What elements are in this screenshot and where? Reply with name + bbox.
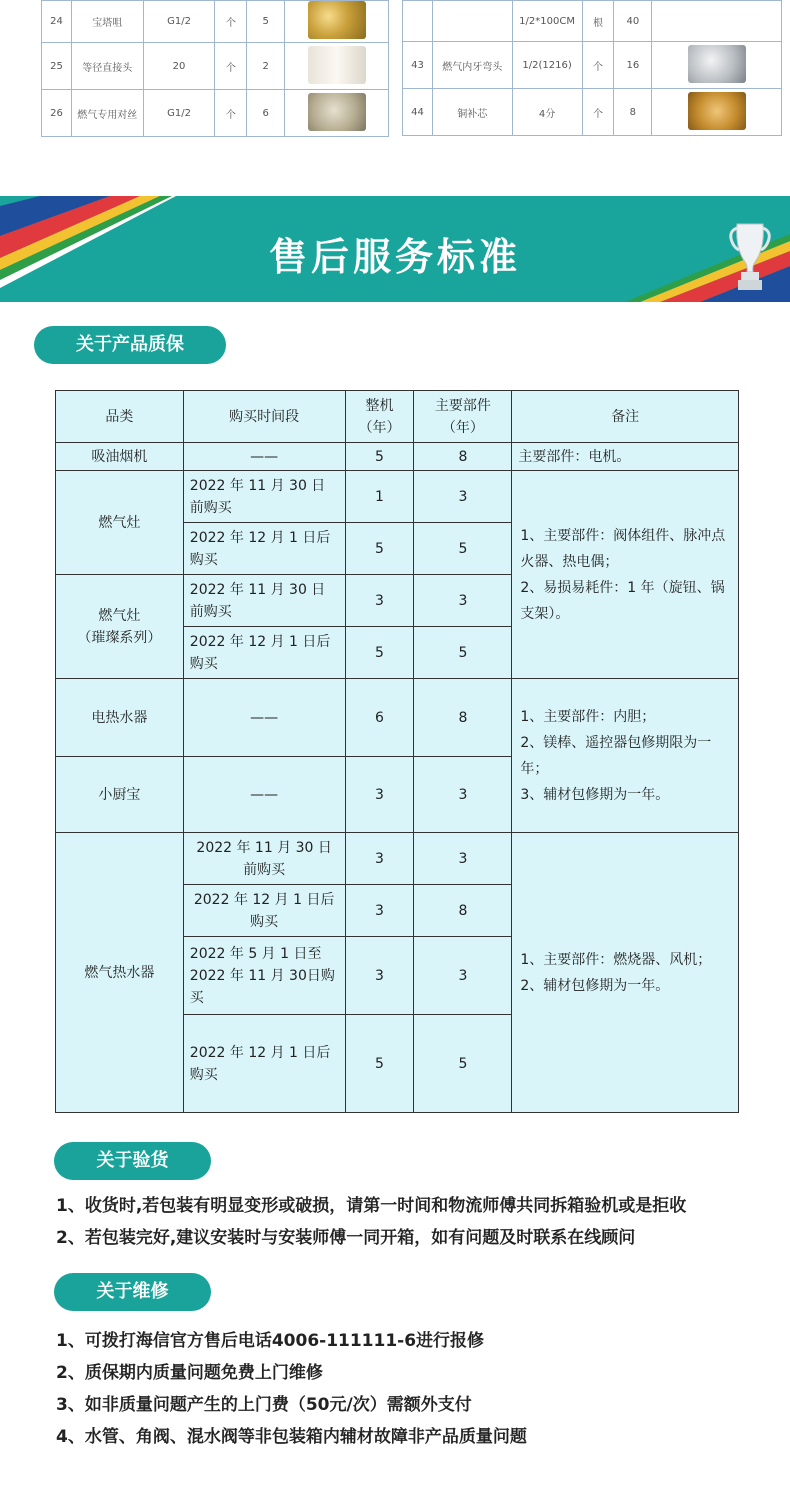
- parts-years-cell: 5: [414, 627, 512, 679]
- table-row: [403, 89, 782, 136]
- table-row: [42, 43, 389, 90]
- parts-years-cell: 3: [414, 937, 512, 1015]
- list-item: 2、若包装完好,建议安装时与安装师傅一同开箱，如有问题及时联系在线顾问: [56, 1228, 636, 1248]
- machine-years-cell: 6: [345, 679, 414, 757]
- part-spec: 20: [143, 43, 215, 90]
- category-cell: 燃气热水器: [56, 833, 184, 1113]
- list-item: 1、可拨打海信官方售后电话4006-111111-6进行报修: [56, 1331, 485, 1351]
- gas-elbow-image: [688, 45, 746, 83]
- header-category: 品类: [56, 391, 184, 443]
- brass-barb-fitting-image: [308, 1, 366, 39]
- machine-years-cell: 3: [345, 937, 414, 1015]
- part-qty: 5: [247, 1, 285, 43]
- header-note: 备注: [512, 391, 739, 443]
- table-row: [56, 833, 739, 885]
- list-item: 2、质保期内质量问题免费上门维修: [56, 1363, 323, 1383]
- part-name: 铜补芯: [432, 89, 512, 136]
- part-qty: 40: [614, 1, 652, 42]
- table-row: [42, 90, 389, 137]
- period-cell: 2022 年 11 月 30 日 前购买: [183, 471, 345, 523]
- table-row: [56, 443, 739, 471]
- note-cell: 1、主要部件：阀体组件、脉冲点火器、热电偶； 2、易损易耗件：1 年（旋钮、锅支架）。: [512, 471, 739, 679]
- part-unit: 根: [582, 1, 614, 42]
- period-cell: 2022 年 11 月 30 日 前购买: [183, 575, 345, 627]
- machine-years-cell: 1: [345, 471, 414, 523]
- white-coupling-image: [308, 46, 366, 84]
- parts-years-cell: 8: [414, 679, 512, 757]
- part-unit: 个: [215, 1, 247, 43]
- note-cell: 1、主要部件：内胆； 2、镁棒、遥控器包修期限为一年； 3、辅材包修期为一年。: [512, 679, 739, 833]
- table-header-row: [56, 391, 739, 443]
- machine-years-cell: 3: [345, 575, 414, 627]
- part-name: 等径直接头: [71, 43, 143, 90]
- section-repair-title: 关于维修: [54, 1273, 211, 1311]
- parts-years-cell: 8: [414, 443, 512, 471]
- period-cell: ——: [183, 443, 345, 471]
- category-cell: 燃气灶: [56, 471, 184, 575]
- list-item: 3、如非质量问题产生的上门费（50元/次）需额外支付: [56, 1395, 472, 1415]
- parts-years-cell: 3: [414, 757, 512, 833]
- part-spec: G1/2: [143, 90, 215, 137]
- part-qty: 6: [247, 90, 285, 137]
- parts-years-cell: 3: [414, 833, 512, 885]
- copper-bushing-image: [688, 92, 746, 130]
- period-cell: 2022 年 11 月 30 日 前购买: [183, 833, 345, 885]
- part-unit: 个: [215, 90, 247, 137]
- row-number: 26: [42, 90, 72, 137]
- part-name: 燃气内牙弯头: [432, 42, 512, 89]
- table-row: [56, 679, 739, 757]
- part-spec: G1/2: [143, 1, 215, 43]
- repair-list: [56, 1325, 527, 1453]
- parts-years-cell: 3: [414, 575, 512, 627]
- period-cell: 2022 年 5 月 1 日至 2022 年 11 月 30日购 买: [183, 937, 345, 1015]
- trophy-icon: [725, 220, 775, 300]
- header-parts: [414, 391, 512, 443]
- section-inspect-title: 关于验货: [54, 1142, 211, 1180]
- part-qty: 16: [614, 42, 652, 89]
- banner-title: 售后服务标准: [268, 235, 521, 279]
- warranty-table: [55, 390, 739, 1113]
- section-quality-title: 关于产品质保: [34, 326, 226, 364]
- machine-years-cell: 5: [345, 523, 414, 575]
- period-cell: 2022 年 12 月 1 日后 购买: [183, 885, 345, 937]
- parts-table-section: [0, 0, 790, 150]
- note-cell: 1、主要部件：燃烧器、风机； 2、辅材包修期为一年。: [512, 833, 739, 1113]
- row-number: 43: [403, 42, 433, 89]
- table-row: [403, 1, 782, 42]
- note-cell: 主要部件：电机。: [512, 443, 739, 471]
- table-row: [56, 471, 739, 523]
- table-row: [403, 42, 782, 89]
- period-cell: ——: [183, 757, 345, 833]
- list-item: 1、收货时,若包装有明显变形或破损，请第一时间和物流师傅共同拆箱验机或是拒收: [56, 1196, 687, 1216]
- parts-years-cell: 5: [414, 523, 512, 575]
- part-qty: 2: [247, 43, 285, 90]
- part-unit: 个: [582, 42, 614, 89]
- machine-years-cell: 3: [345, 833, 414, 885]
- machine-years-cell: 3: [345, 885, 414, 937]
- parts-table-left: [41, 0, 389, 137]
- parts-years-cell: 5: [414, 1015, 512, 1113]
- period-cell: 2022 年 12 月 1 日后 购买: [183, 1015, 345, 1113]
- machine-years-cell: 5: [345, 443, 414, 471]
- parts-years-cell: 8: [414, 885, 512, 937]
- row-number: [403, 1, 433, 42]
- table-row: [42, 1, 389, 43]
- inspect-list: [56, 1190, 686, 1254]
- part-spec: 1/2*100CM: [512, 1, 582, 42]
- part-name: 燃气专用对丝: [71, 90, 143, 137]
- period-cell: 2022 年 12 月 1 日后 购买: [183, 627, 345, 679]
- parts-table-right: [402, 0, 782, 136]
- part-spec: 1/2(1216): [512, 42, 582, 89]
- header-machine-text: 整机 （年）: [358, 397, 401, 436]
- header-period: 购买时间段: [183, 391, 345, 443]
- header-machine: [345, 391, 414, 443]
- machine-years-cell: 5: [345, 627, 414, 679]
- parts-years-cell: 3: [414, 471, 512, 523]
- part-unit: 个: [215, 43, 247, 90]
- category-cell: 燃气灶 （璀璨系列）: [56, 575, 184, 679]
- part-qty: 8: [614, 89, 652, 136]
- row-number: 44: [403, 89, 433, 136]
- machine-years-cell: 5: [345, 1015, 414, 1113]
- part-name: [432, 1, 512, 42]
- row-number: 25: [42, 43, 72, 90]
- hex-nipple-image: [308, 93, 366, 131]
- after-sales-banner: [0, 196, 790, 302]
- machine-years-cell: 3: [345, 757, 414, 833]
- header-parts-text: 主要部件 （年）: [434, 397, 491, 436]
- category-cell: 电热水器: [56, 679, 184, 757]
- period-cell: ——: [183, 679, 345, 757]
- period-cell: 2022 年 12 月 1 日后 购买: [183, 523, 345, 575]
- part-spec: 4分: [512, 89, 582, 136]
- category-cell: 小厨宝: [56, 757, 184, 833]
- category-cell: 吸油烟机: [56, 443, 184, 471]
- part-unit: 个: [582, 89, 614, 136]
- part-name: 宝塔咀: [71, 1, 143, 43]
- row-number: 24: [42, 1, 72, 43]
- list-item: 4、水管、角阀、混水阀等非包装箱内辅材故障非产品质量问题: [56, 1427, 527, 1447]
